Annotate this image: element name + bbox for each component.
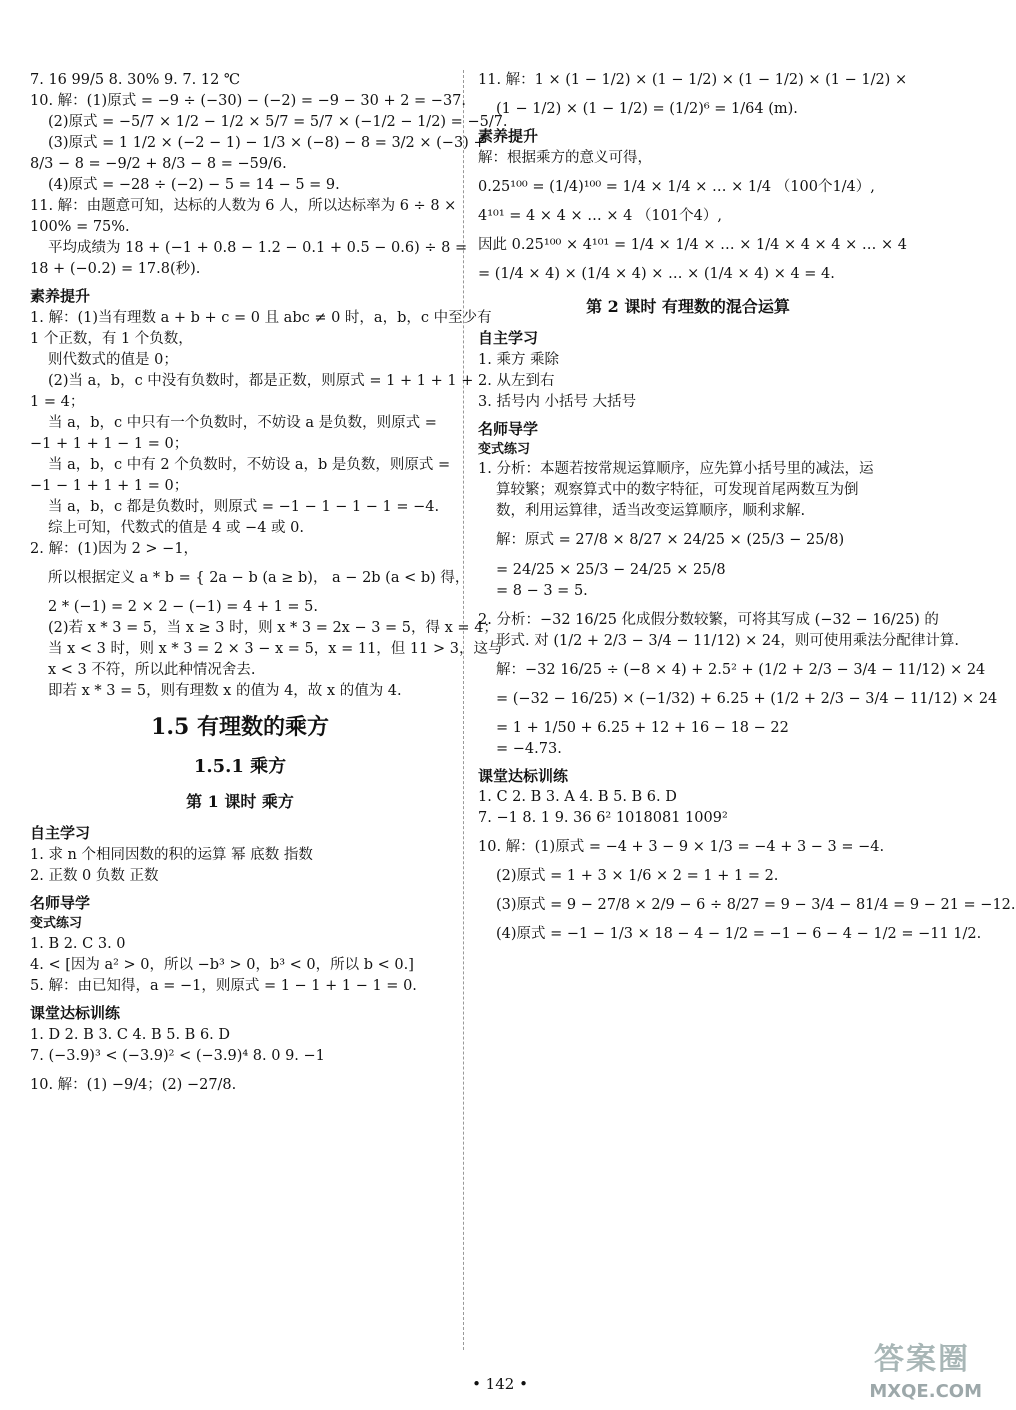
variant-1-analysis-c: 数，利用运算律，适当改变运算顺序，顺利求解. xyxy=(496,503,806,520)
variant-1-solution: 解：原式 = 27/8 × 8/27 × 24/25 × (25/3 − 25/8) xyxy=(496,532,845,549)
literacy-line-1: 0.25¹⁰⁰ = (1/4)¹⁰⁰ = 1/4 × 1/4 × … × 1/4 （100个1/4）, xyxy=(478,178,875,195)
column-divider xyxy=(463,70,464,1350)
self-study-3: 3. 括号内 小括号 大括号 xyxy=(478,393,637,410)
literacy-1-summary: 综上可知，代数式的值是 4 或 −4 或 0. xyxy=(48,520,304,537)
answer-7-9: 7. 16 99/5 8. 30% 9. 7. 12 ℃ xyxy=(30,72,241,88)
literacy-line-4: = (1/4 × 4) × (1/4 × 4) × … × (1/4 × 4) × 4 = 4. xyxy=(478,265,835,282)
variant-5: 5. 解：由已知得，a = −1，则原式 = 1 − 1 + 1 − 1 = 0. xyxy=(30,977,417,994)
literacy-2-part2-b: 当 x < 3 时，则 x * 3 = 2 × 3 − x = 5，x = 11，但 11 > 3，这与 xyxy=(48,641,503,658)
answer-10-2: (2)原式 = −5/7 × 1/2 − 1/2 × 5/7 = 5/7 × (−1/2 − 1/2) = −5/7. xyxy=(48,114,508,131)
answer-10-3: (3)原式 = 1 1/2 × (−2 − 1) − 1/3 × (−8) − 8 = 3/2 × (−3) + xyxy=(48,135,486,152)
section-heading: 名师导学 xyxy=(478,419,539,438)
answer-11: 11. 解：由题意可知，达标的人数为 6 人，所以达标率为 6 ÷ 8 × xyxy=(30,198,457,215)
variant-2-step-2: = 1 + 1/50 + 6.25 + 12 + 16 − 18 − 22 xyxy=(496,719,789,736)
answer-11: 11. 解：1 × (1 − 1/2) × (1 − 1/2) × (1 − 1/2) × (1 − 1/2) × xyxy=(478,72,908,88)
self-study-2: 2. 从左到右 xyxy=(478,372,555,389)
literacy-2-part2-c: x < 3 不符，所以此种情况舍去. xyxy=(48,662,256,679)
literacy-1-case-b-cont: −1 + 1 + 1 − 1 = 0； xyxy=(30,436,189,452)
watermark-logo: 答案圈 xyxy=(874,1342,970,1377)
section-heading: 课堂达标训练 xyxy=(478,766,569,785)
subsection-title: 1.5.1 乘方 xyxy=(193,756,287,778)
variant-2-solution: 解：−32 16/25 ÷ (−8 × 4) + 2.5² + (1/2 + 2/3 − 3/4 − 11/12) × 24 xyxy=(496,661,986,678)
literacy-1: 1. 解：(1)当有理数 a + b + c = 0 且 abc ≠ 0 时，a，b，c 中至少有 xyxy=(30,309,492,326)
literacy-line-2: 4¹⁰¹ = 4 × 4 × … × 4 （101个4）, xyxy=(478,207,722,224)
literacy-1-case-b: 当 a，b，c 中只有一个负数时，不妨设 a 是负数，则原式 = xyxy=(48,414,437,431)
subheading: 变式练习 xyxy=(478,441,531,457)
lesson-title: 第 2 课时 有理数的混合运算 xyxy=(586,296,790,316)
section-heading: 素养提升 xyxy=(30,287,91,306)
variant-1-3: 1. B 2. C 3. 0 xyxy=(30,935,126,952)
drill-10-4: (4)原式 = −1 − 1/3 × 18 − 4 − 1/2 = −1 − 6 − 4 − 1/2 = −11 1/2. xyxy=(496,926,982,943)
drill-10: 10. 解：(1) −9/4；(2) −27/8. xyxy=(30,1076,237,1093)
drill-1-6: 1. D 2. B 3. C 4. B 5. B 6. D xyxy=(30,1026,231,1043)
drill-10-2: (2)原式 = 1 + 3 × 1/6 × 2 = 1 + 1 = 2. xyxy=(496,868,779,885)
answer-11-cont: (1 − 1/2) × (1 − 1/2) = (1/2)⁶ = 1/64 (m). xyxy=(496,101,798,118)
answer-10-3-cont: 8/3 − 8 = −9/2 + 8/3 − 8 = −59/6. xyxy=(30,156,287,173)
section-title: 1.5 有理数的乘方 xyxy=(151,714,329,741)
section-heading: 素养提升 xyxy=(478,127,539,146)
literacy-2-conclusion: 即若 x * 3 = 5，则有理数 x 的值为 4，故 x 的值为 4. xyxy=(48,683,402,700)
drill-7-9: 7. (−3.9)³ < (−3.9)² < (−3.9)⁴ 8. 0 9. −1 xyxy=(30,1047,325,1064)
page-number: • 142 • xyxy=(472,1375,528,1393)
lesson-title: 第 1 课时 乘方 xyxy=(186,792,294,812)
literacy-2-part2: (2)若 x * 3 = 5，当 x ≥ 3 时，则 x * 3 = 2x − 3 = 5，得 x = 4； xyxy=(48,620,498,637)
literacy-2: 2. 解：(1)因为 2 > −1， xyxy=(30,541,199,558)
section-heading: 名师导学 xyxy=(30,894,91,913)
answer-11-avg: 平均成绩为 18 + (−1 + 0.8 − 1.2 − 0.1 + 0.5 − 0.6) ÷ 8 = xyxy=(48,240,468,257)
variant-1-analysis-b: 算较繁；观察算式中的数字特征，可发现首尾两数互为倒 xyxy=(496,482,859,499)
self-study-2: 2. 正数 0 负数 正数 xyxy=(30,868,159,885)
drill-1-6: 1. C 2. B 3. A 4. B 5. B 6. D xyxy=(478,789,677,806)
answer-11-cont: 100% = 75%. xyxy=(30,219,130,236)
drill-10-3: (3)原式 = 9 − 27/8 × 2/9 − 6 ÷ 8/27 = 9 − 3/4 − 81/4 = 9 − 21 = −12. xyxy=(496,897,1016,914)
section-heading: 课堂达标训练 xyxy=(30,1003,121,1022)
variant-4: 4. < [因为 a² > 0，所以 −b³ > 0，b³ < 0，所以 b < 0.] xyxy=(30,956,414,973)
self-study-1: 1. 乘方 乘除 xyxy=(478,351,560,368)
answer-11-avg-cont: 18 + (−0.2) = 17.8(秒). xyxy=(30,261,201,278)
literacy-2-calc: 2 * (−1) = 2 × 2 − (−1) = 4 + 1 = 5. xyxy=(48,599,319,616)
watermark-url: MXQE.COM xyxy=(869,1381,982,1402)
literacy-1-case-c: 当 a，b，c 中有 2 个负数时，不妨设 a，b 是负数，则原式 = xyxy=(48,457,451,474)
watermark xyxy=(838,1334,988,1404)
right-column xyxy=(478,70,1016,945)
literacy-1-cont: 1 个正数，有 1 个负数， xyxy=(30,330,193,347)
drill-10-1: 10. 解：(1)原式 = −4 + 3 − 9 × 1/3 = −4 + 3 − 3 = −4. xyxy=(478,839,885,856)
variant-2-analysis: 2. 分析：−32 16/25 化成假分数较繁，可将其写成 (−32 − 16/25) 的 xyxy=(478,611,939,628)
variant-1-step: = 24/25 × 25/3 − 24/25 × 25/8 xyxy=(496,561,726,578)
variant-2-result: = −4.73. xyxy=(496,740,562,757)
variant-1-result: = 8 − 3 = 5. xyxy=(496,582,588,599)
literacy-solution: 解：根据乘方的意义可得， xyxy=(478,149,652,166)
self-study-1: 1. 求 n 个相同因数的积的运算 幂 底数 指数 xyxy=(30,847,313,864)
literacy-1-case-c-cont: −1 − 1 + 1 + 1 = 0； xyxy=(30,478,189,495)
variant-1-analysis: 1. 分析：本题若按常规运算顺序，应先算小括号里的减法，运 xyxy=(478,461,874,478)
section-heading: 自主学习 xyxy=(478,329,539,348)
literacy-1-case-d: 当 a，b，c 都是负数时，则原式 = −1 − 1 − 1 − 1 = −4. xyxy=(48,499,440,516)
literacy-2-definition: 所以根据定义 a * b = { 2a − b (a ≥ b)， a − 2b (a < b) 得， xyxy=(48,570,470,587)
answer-10-4: (4)原式 = −28 ÷ (−2) − 5 = 14 − 5 = 9. xyxy=(48,177,340,194)
literacy-line-3: 因此 0.25¹⁰⁰ × 4¹⁰¹ = 1/4 × 1/4 × … × 1/4 × 4 × 4 × … × 4 xyxy=(478,236,907,253)
left-column xyxy=(30,70,508,1096)
answer-10-1: 10. 解：(1)原式 = −9 ÷ (−30) − (−2) = −9 − 30 + 2 = −37. xyxy=(30,93,467,110)
drill-7-9: 7. −1 8. 1 9. 36 6² 1018081 1009² xyxy=(478,810,728,827)
variant-2-step-1: = (−32 − 16/25) × (−1/32) + 6.25 + (1/2 + 2/3 − 3/4 − 11/12) × 24 xyxy=(496,690,998,707)
section-heading: 自主学习 xyxy=(30,824,91,843)
variant-2-analysis-b: 形式. 对 (1/2 + 2/3 − 3/4 − 11/12) × 24，则可使用乘法分配律计算. xyxy=(496,632,959,649)
literacy-1-case-a-cont: 1 = 4； xyxy=(30,393,85,410)
literacy-1-result: 则代数式的值是 0； xyxy=(48,351,178,368)
literacy-1-case-a: (2)当 a，b，c 中没有负数时，都是正数，则原式 = 1 + 1 + 1 + xyxy=(48,372,474,389)
subheading: 变式练习 xyxy=(30,915,83,931)
